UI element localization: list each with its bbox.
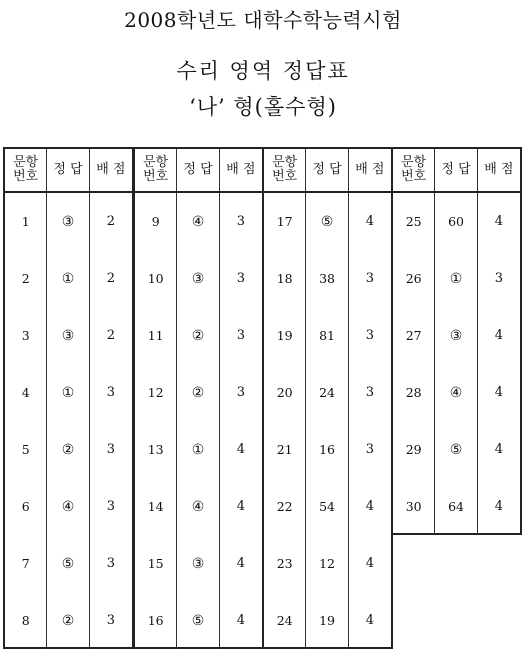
question-number: 28 — [405, 385, 422, 400]
points-value: 3 — [219, 250, 262, 307]
table-row — [135, 364, 262, 421]
question-number: 2 — [21, 271, 30, 286]
table-row — [393, 250, 520, 307]
answer-rows — [135, 193, 262, 647]
form-type-title: ‘나’ 형(홀수형) — [189, 95, 337, 119]
answer-value: ② — [46, 592, 88, 649]
answer-value: ④ — [434, 364, 476, 421]
answer-value: ① — [46, 364, 88, 421]
points-value: 2 — [89, 250, 132, 307]
table-row — [393, 478, 520, 535]
table-row — [135, 421, 262, 478]
points-value: 3 — [89, 421, 132, 478]
points-value: 4 — [477, 421, 520, 478]
header-question-number: 문항 번호 — [13, 155, 39, 184]
question-number: 6 — [21, 499, 30, 514]
table-row — [135, 307, 262, 364]
question-number: 13 — [147, 442, 164, 457]
header-points: 배 점 — [89, 149, 132, 191]
answer-value: ④ — [46, 478, 88, 535]
header-points: 배 점 — [219, 149, 262, 191]
question-number: 29 — [405, 442, 422, 457]
points-value: 3 — [348, 421, 391, 478]
question-number: 24 — [276, 613, 293, 628]
table-row — [5, 193, 132, 250]
answer-value: ③ — [176, 250, 218, 307]
header-question-number: 문항 번호 — [401, 155, 427, 184]
table-row — [135, 250, 262, 307]
header-question-number: 문항 번호 — [143, 155, 169, 184]
answer-block-2 — [133, 147, 264, 649]
table-row — [264, 193, 391, 250]
answer-value: ② — [176, 364, 218, 421]
points-value: 3 — [89, 535, 132, 592]
question-number: 26 — [405, 271, 422, 286]
table-row — [5, 535, 132, 592]
question-number: 7 — [21, 556, 30, 571]
question-number: 10 — [147, 271, 164, 286]
exam-title: 2008학년도 대학수학능력시험 — [124, 8, 402, 32]
table-row — [5, 592, 132, 649]
answer-key-table — [3, 147, 522, 629]
question-number: 25 — [405, 214, 422, 229]
answer-rows — [5, 193, 132, 647]
answer-value: ⑤ — [176, 592, 218, 649]
answer-value: ⑤ — [46, 535, 88, 592]
question-number: 8 — [21, 613, 30, 628]
question-number: 30 — [405, 499, 422, 514]
answer-value: 54 — [305, 478, 347, 535]
answer-block-1 — [3, 147, 134, 649]
question-number: 9 — [151, 214, 160, 229]
table-row — [264, 592, 391, 649]
question-number: 4 — [21, 385, 30, 400]
answer-value: 81 — [305, 307, 347, 364]
points-value: 4 — [477, 307, 520, 364]
points-value: 4 — [348, 478, 391, 535]
points-value: 3 — [89, 478, 132, 535]
table-row — [393, 307, 520, 364]
answer-value: ⑤ — [434, 421, 476, 478]
question-number: 15 — [147, 556, 164, 571]
points-value: 4 — [477, 478, 520, 535]
question-number: 17 — [276, 214, 293, 229]
points-value: 3 — [89, 592, 132, 649]
points-value: 2 — [89, 307, 132, 364]
question-number: 27 — [405, 328, 422, 343]
answer-value: 38 — [305, 250, 347, 307]
points-value: 4 — [219, 478, 262, 535]
answer-block-3 — [262, 147, 393, 649]
answer-rows — [393, 193, 520, 533]
points-value: 4 — [219, 592, 262, 649]
answer-value: 60 — [434, 193, 476, 250]
answer-value: 24 — [305, 364, 347, 421]
answer-value: ② — [46, 421, 88, 478]
table-row — [393, 364, 520, 421]
subject-title: 수리 영역 정답표 — [176, 59, 350, 83]
question-number: 19 — [276, 328, 293, 343]
answer-value: ④ — [176, 478, 218, 535]
points-value: 3 — [477, 250, 520, 307]
table-row — [135, 535, 262, 592]
answer-value: ① — [46, 250, 88, 307]
header-points: 배 점 — [477, 149, 520, 191]
points-value: 4 — [219, 421, 262, 478]
question-number: 21 — [276, 442, 293, 457]
header-row — [393, 149, 520, 193]
answer-value: ① — [176, 421, 218, 478]
header-question-number: 문항 번호 — [272, 155, 298, 184]
points-value: 3 — [348, 364, 391, 421]
points-value: 2 — [89, 193, 132, 250]
points-value: 3 — [348, 307, 391, 364]
points-value: 4 — [348, 193, 391, 250]
answer-value: ⑤ — [305, 193, 347, 250]
points-value: 4 — [348, 592, 391, 649]
table-row — [264, 364, 391, 421]
answer-value: 16 — [305, 421, 347, 478]
points-value: 3 — [89, 364, 132, 421]
answer-value: ③ — [46, 193, 88, 250]
question-number: 14 — [147, 499, 164, 514]
answer-value: ① — [434, 250, 476, 307]
header-answer: 정 답 — [305, 149, 347, 191]
header-answer: 정 답 — [176, 149, 218, 191]
answer-rows — [264, 193, 391, 647]
answer-value: 19 — [305, 592, 347, 649]
header-answer: 정 답 — [46, 149, 88, 191]
header-points: 배 점 — [348, 149, 391, 191]
answer-value: ③ — [176, 535, 218, 592]
table-row — [5, 307, 132, 364]
question-number: 23 — [276, 556, 293, 571]
question-number: 16 — [147, 613, 164, 628]
answer-value: ④ — [176, 193, 218, 250]
points-value: 4 — [348, 535, 391, 592]
table-row — [135, 478, 262, 535]
table-row — [264, 307, 391, 364]
table-row — [264, 250, 391, 307]
points-value: 3 — [219, 193, 262, 250]
table-row — [393, 193, 520, 250]
points-value: 3 — [348, 250, 391, 307]
table-row — [264, 421, 391, 478]
answer-value: ③ — [434, 307, 476, 364]
points-value: 4 — [477, 364, 520, 421]
table-row — [264, 478, 391, 535]
header-row — [5, 149, 132, 193]
answer-value: ② — [176, 307, 218, 364]
question-number: 18 — [276, 271, 293, 286]
question-number: 12 — [147, 385, 164, 400]
question-number: 1 — [21, 214, 30, 229]
question-number: 5 — [21, 442, 30, 457]
question-number: 22 — [276, 499, 293, 514]
header-row — [264, 149, 391, 193]
table-row — [264, 535, 391, 592]
answer-value: 64 — [434, 478, 476, 535]
table-row — [135, 592, 262, 649]
table-row — [5, 364, 132, 421]
table-row — [5, 478, 132, 535]
points-value: 4 — [219, 535, 262, 592]
question-number: 11 — [147, 328, 164, 343]
header-answer: 정 답 — [434, 149, 476, 191]
table-row — [5, 250, 132, 307]
points-value: 3 — [219, 307, 262, 364]
table-row — [5, 421, 132, 478]
points-value: 3 — [219, 364, 262, 421]
answer-value: 12 — [305, 535, 347, 592]
header-row — [135, 149, 262, 193]
table-row — [393, 421, 520, 478]
answer-block-4 — [391, 147, 522, 535]
table-row — [135, 193, 262, 250]
question-number: 20 — [276, 385, 293, 400]
points-value: 4 — [477, 193, 520, 250]
question-number: 3 — [21, 328, 30, 343]
answer-value: ③ — [46, 307, 88, 364]
